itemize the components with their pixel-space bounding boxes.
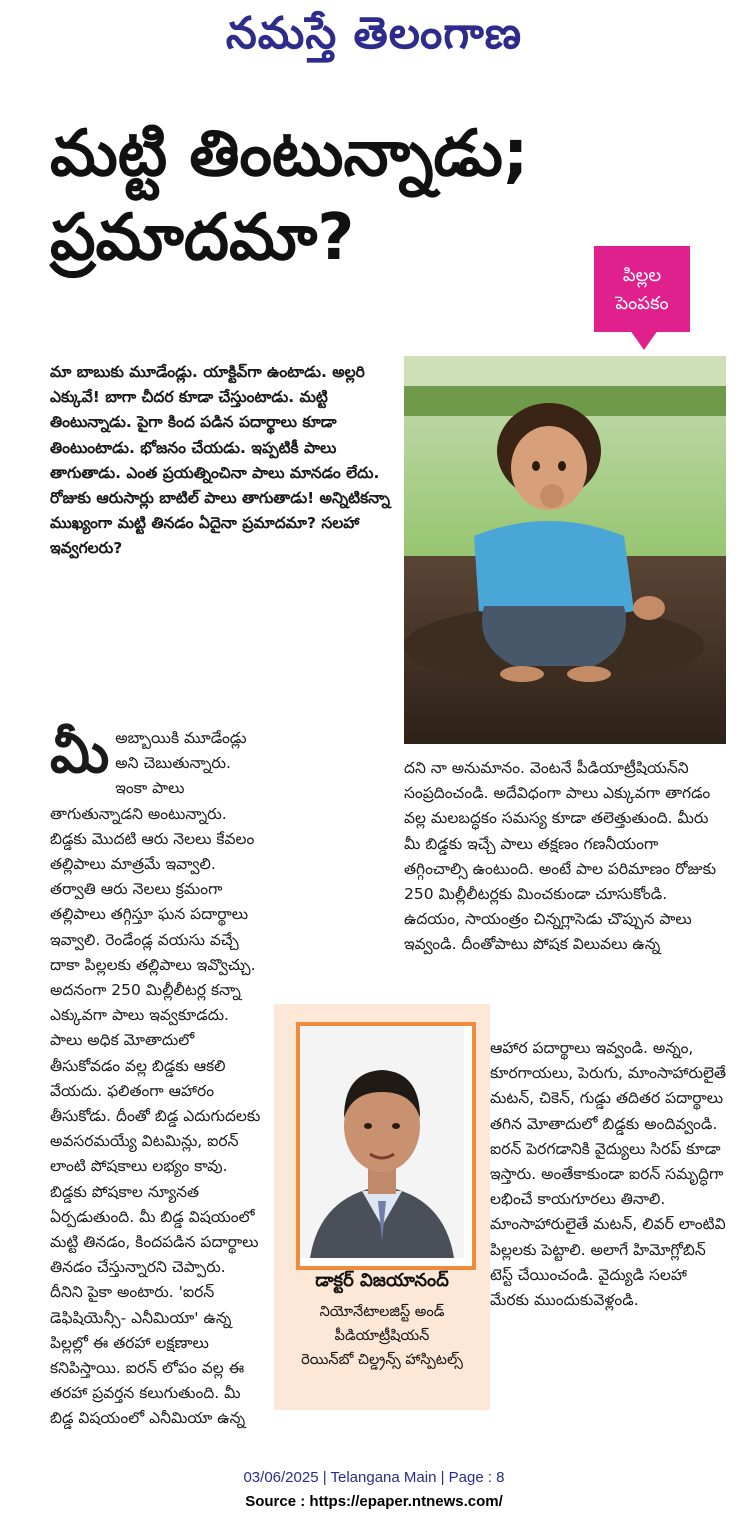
answer-column-right-bottom: ఆహార పదార్థాలు ఇవ్వండి. అన్నం, కూరగాయలు, పెరుగు, మాంసాహారులైతే మటన్, చికెన్, గుడ్డు తదితర పదార్థాలు తగిన మోతాదులో బిడ్డకు అందివ్వండి. ఐరన్ పెరగడానికి వైద్యులు సిరప్ కూడా ఇస్తారు. అంతేకాకుండా ఐరన్ సమృద్ధిగా లభించే కాయగూరలు తినాలి. మాంసాహారులైతే మటన్, లివర్ లాంటివి పిల్లలకు పెట్టాలి. అలాగే హిమోగ్లోబిన్ టెస్ట్ చేయించండి. వైద్యుడి సలహా మేరకు ముందుకువెళ్లండి. bbox=[490, 1039, 727, 1310]
doctor-title-line3: రెయిన్‌బో చిల్డ్రన్స్ హాస్పిటల్స్ bbox=[301, 1352, 463, 1368]
doctor-title-line2: పీడియాట్రీషియన్ bbox=[334, 1328, 430, 1344]
doctor-title-line1: నియోనేటాలజిస్ట్ అండ్ bbox=[319, 1304, 445, 1320]
headline: మట్టి తింటున్నాడు; ప్రమాదమా? bbox=[50, 117, 529, 275]
doctor-photo bbox=[300, 1026, 464, 1258]
footer-edition-info: 03/06/2025 | Telangana Main | Page : 8 bbox=[243, 1469, 505, 1486]
doctor-name: డాక్టర్ విజయానంద్ bbox=[315, 1270, 449, 1291]
answer-column-right-top: దని నా అనుమానం. వెంటనే పీడియాట్రీషియన్‌ని సంప్రదించండి. అదేవిధంగా పాలు ఎక్కువగా తాగడం వల్ల మలబద్ధకం సమస్య కూడా తలెత్తుతుంది. మీరు మీ బిడ్డకు ఇచ్చే పాలు తక్షణం గణనీయంగా తగ్గించాల్సి ఉంటుంది. అంటే పాల పరిమాణం రోజుకు 250 మిల్లీలీటర్లకు మించకుండా చూసుకోండి. ఉదయం, సాయంత్రం చిన్నగ్లాసెడు చొప్పున పాలు ఇవ్వండి. దీంతోపాటు పోషక విలువలు ఉన్న bbox=[404, 759, 717, 954]
category-tag-pointer bbox=[630, 330, 658, 350]
category-tag-line1: పిల్లల bbox=[622, 265, 662, 286]
answer-column-left bbox=[50, 721, 262, 1432]
child-eating-soil-photo bbox=[404, 356, 726, 744]
dropcap: మీ bbox=[50, 721, 110, 786]
reader-question: మా బాబుకు మూడేండ్లు. యాక్టివ్‌గా ఉంటాడు. అల్లరి ఎక్కువే! బాగా చీదర కూడా చేస్తుంటాడు. మట్టి తింటున్నాడు. పైగా కింద పడిన పదార్థాలు కూడా తింటుంటాడు. భోజనం చేయడు. ఇప్పటికీ పాలు తాగుతాడు. ఎంత ప్రయత్నించినా పాలు మానడం లేదు. రోజుకు ఆరుసార్లు బాటిల్ పాలు తాగుతాడు! అన్నిటికన్నా ముఖ్యంగా మట్టి తినడం ఏదైనా ప్రమాదమా? సలహా ఇవ్వగలరు? bbox=[50, 363, 390, 558]
masthead-logo: నమస్తే తెలంగాణ bbox=[225, 8, 523, 59]
category-tag-line2: పెంపకం bbox=[615, 293, 669, 314]
doctor-title bbox=[274, 1300, 490, 1372]
category-tag bbox=[594, 246, 690, 332]
footer bbox=[0, 1466, 748, 1514]
answer-left-text: అబ్బాయికి మూడేండ్లు అని చెబుతున్నారు. ఇంకా పాలు తాగుతున్నాడని అంటున్నారు. బిడ్డకు మొదటి ఆరు నెలలు కేవలం తల్లిపాలు మాత్రమే ఇవ్వాలి. తర్వాతి ఆరు నెలలు క్రమంగా తల్లిపాలు తగ్గిస్తూ ఘన పదార్థాలు ఇవ్వాలి. రెండేండ్ల వయసు వచ్చే దాకా పిల్లలకు తల్లిపాలు ఇవ్వొచ్చు. అదనంగా 250 మిల్లీలీటర్ల కన్నా ఎక్కువగా పాలు ఇవ్వకూడదు. పాలు అధిక మోతాదులో తీసుకోవడం వల్ల బిడ్డకు ఆకలి వేయదు. ఫలితంగా ఆహారం తీసుకోడు. దీంతో బిడ్డ ఎదుగుదలకు అవసరమయ్యే విటమిన్లు, ఐరన్ లాంటి పోషకాలు లభ్యం కావు. బిడ్డకు పోషకాల న్యూనత ఏర్పడుతుంది. మీ బిడ్డ విషయంలో మట్టి తినడం, కిందపడిన పదార్థాలు తినడం చేస్తున్నారని చెప్పారు. దీనిని పైకా అంటారు. 'ఐరన్ డెఫిషియెన్సీ- ఎనీమియా' ఉన్న పిల్లల్లో ఈ తరహా లక్షణాలు కనిపిస్తాయి. ఐరన్ లోపం వల్ల ఈ తరహా ప్రవర్తన కలుగుతుంది. మీ బిడ్డ విషయంలో ఎనీమియా ఉన్న bbox=[50, 729, 261, 1428]
footer-source-link[interactable]: Source : https://epaper.ntnews.com/ bbox=[245, 1493, 503, 1510]
